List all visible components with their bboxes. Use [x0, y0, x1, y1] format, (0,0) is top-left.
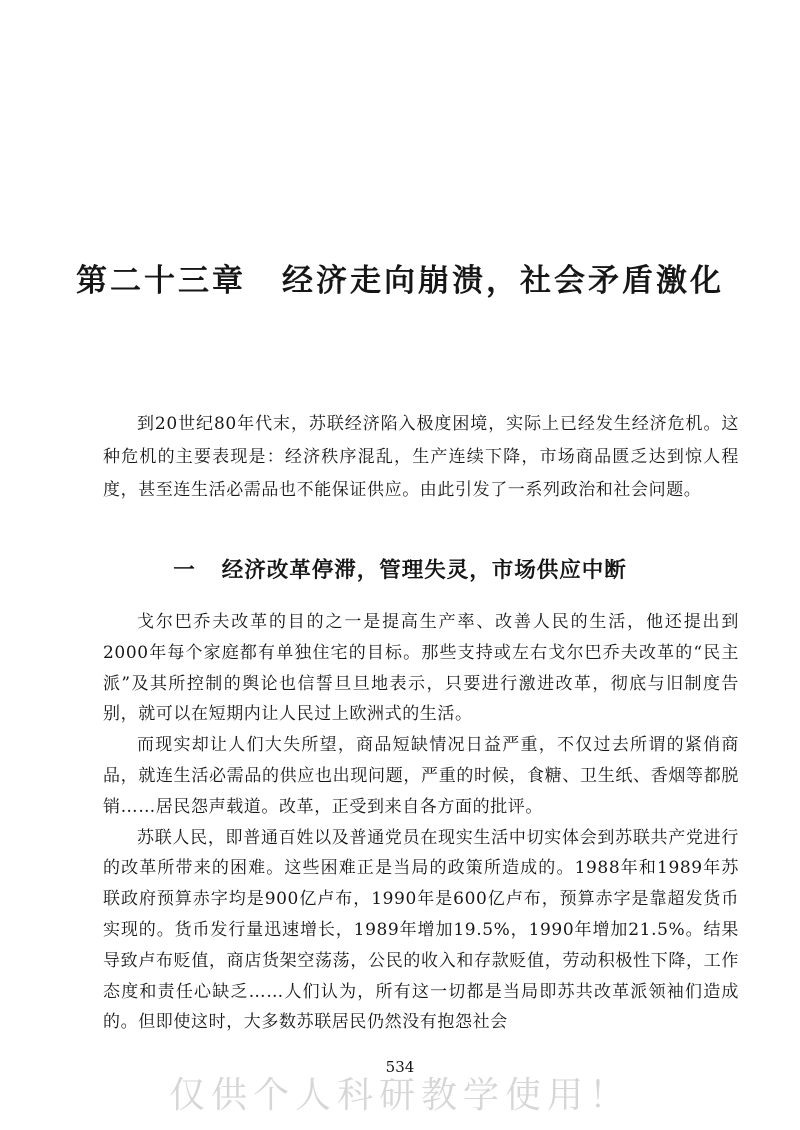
section-heading [0, 553, 800, 584]
body-text [103, 607, 739, 1038]
chapter-title [0, 255, 800, 300]
body-paragraph: 戈尔巴乔夫改革的目的之一是提高生产率、改善人民的生活，他还提出到2000年每个家庭都有单独住宅的目标。那些支持或左右戈尔巴乔夫改革的“民主派”及其所控制的舆论也信誓旦旦地表示，只要进行激进改革，彻底与旧制度告别，就可以在短期内让人民过上欧洲式的生活。 [103, 612, 739, 725]
watermark-text: 仅供个人科研教学使用！ [168, 1075, 631, 1116]
body-paragraph: 苏联人民，即普通百姓以及普通党员在现实生活中切实体会到苏联共产党进行的改革所带来的困难。这些困难正是当局的政策所造成的。1988年和1989年苏联政府预算赤字均是900亿卢布，1990年是600亿卢布，预算赤字是靠超发货币实现的。货币发行量迅速增长，1989年增加19.5%，1990年增加21.5%。结果导致卢布贬值，商店货架空荡荡，公民的收入和存款贬值，劳动积极性下降，工作态度和责任心缺乏……人们认为，所有这一切都是当局即苏共改革派领袖们造成的。但即使这时，大多数苏联居民仍然没有抱怨社会 [103, 827, 739, 1033]
chapter-number: 第二十三章 [76, 263, 246, 299]
section-title-text: 经济改革停滞，管理失灵，市场供应中断 [221, 558, 627, 583]
page-number: 534 [385, 1058, 415, 1076]
chapter-title-text: 经济走向崩溃，社会矛盾激化 [282, 263, 724, 299]
body-paragraph: 而现实却让人们大失所望，商品短缺情况日益严重，不仅过去所谓的紧俏商品，就连生活必需品的供应也出现问题，严重的时候，食糖、卫生纸、香烟等都脱销……居民怨声载道。改革，正受到来自各方面的批评。 [103, 735, 739, 817]
section-number: 一 [173, 558, 196, 583]
chapter-intro-paragraph: 到20世纪80年代末，苏联经济陷入极度困境，实际上已经发生经济危机。这种危机的主要表现是：经济秩序混乱，生产连续下降，市场商品匮乏达到惊人程度，甚至连生活必需品也不能保证供应。由此引发了一系列政治和社会问题。 [103, 414, 739, 500]
